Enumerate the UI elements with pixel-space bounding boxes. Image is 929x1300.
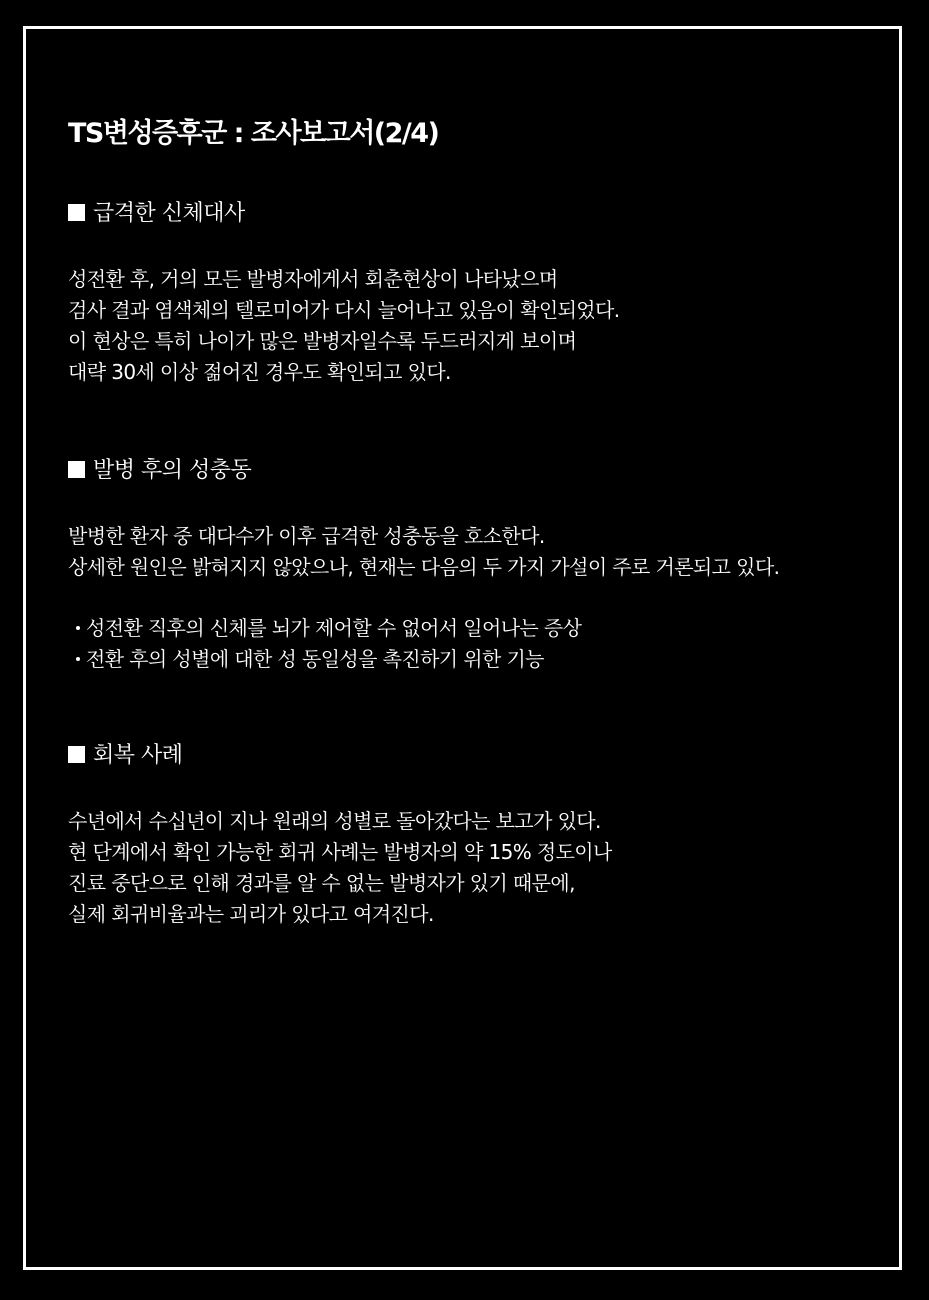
page-title: TS변성증후군 : 조사보고서(2/4) [68,118,439,149]
section-heading-text: 회복 사례 [93,743,183,768]
paragraph-line: 성전환 후, 거의 모든 발병자에게서 회춘현상이 나타났으며 [68,267,558,291]
section-heading-text: 급격한 신체대사 [93,201,245,226]
section-paragraph-metabolism [68,264,878,388]
section-heading-sexual-drive [68,455,878,487]
paragraph-line: 이 현상은 특히 나이가 많은 발병자일수록 두드러지게 보이며 [68,329,577,353]
section-heading-text: 발병 후의 성충동 [93,458,252,483]
list-item [68,613,878,644]
square-bullet-icon [68,461,85,478]
list-item-text: 전환 후의 성별에 대한 성 동일성을 촉진하기 위한 기능 [86,647,544,671]
middle-dot-icon [76,626,80,630]
paragraph-line: 수년에서 수십년이 지나 원래의 성별로 돌아갔다는 보고가 있다. [68,809,601,833]
report-content [68,110,878,930]
section-paragraph-recovery [68,806,878,930]
hypothesis-list [68,613,878,675]
list-item-text: 성전환 직후의 신체를 뇌가 제어할 수 없어서 일어나는 증상 [86,616,582,640]
section-heading-metabolism [68,198,878,230]
paragraph-line: 상세한 원인은 밝혀지지 않았으나, 현재는 다음의 두 가지 가설이 주로 거론되고 있다. [68,555,780,579]
paragraph-line: 현 단계에서 확인 가능한 회귀 사례는 발병자의 약 15% 정도이나 [68,840,612,864]
paragraph-line: 실제 회귀비율과는 괴리가 있다고 여겨진다. [68,902,434,926]
section-paragraph-sexual-drive [68,521,878,583]
square-bullet-icon [68,204,85,221]
paragraph-line: 검사 결과 염색체의 텔로미어가 다시 늘어나고 있음이 확인되었다. [68,298,620,322]
list-item [68,644,878,675]
square-bullet-icon [68,746,85,763]
paragraph-line: 발병한 환자 중 대다수가 이후 급격한 성충동을 호소한다. [68,524,545,548]
paragraph-line: 대략 30세 이상 젊어진 경우도 확인되고 있다. [68,360,451,384]
paragraph-line: 진료 중단으로 인해 경과를 알 수 없는 발병자가 있기 때문에, [68,871,575,895]
section-heading-recovery [68,740,878,772]
middle-dot-icon [76,657,80,661]
